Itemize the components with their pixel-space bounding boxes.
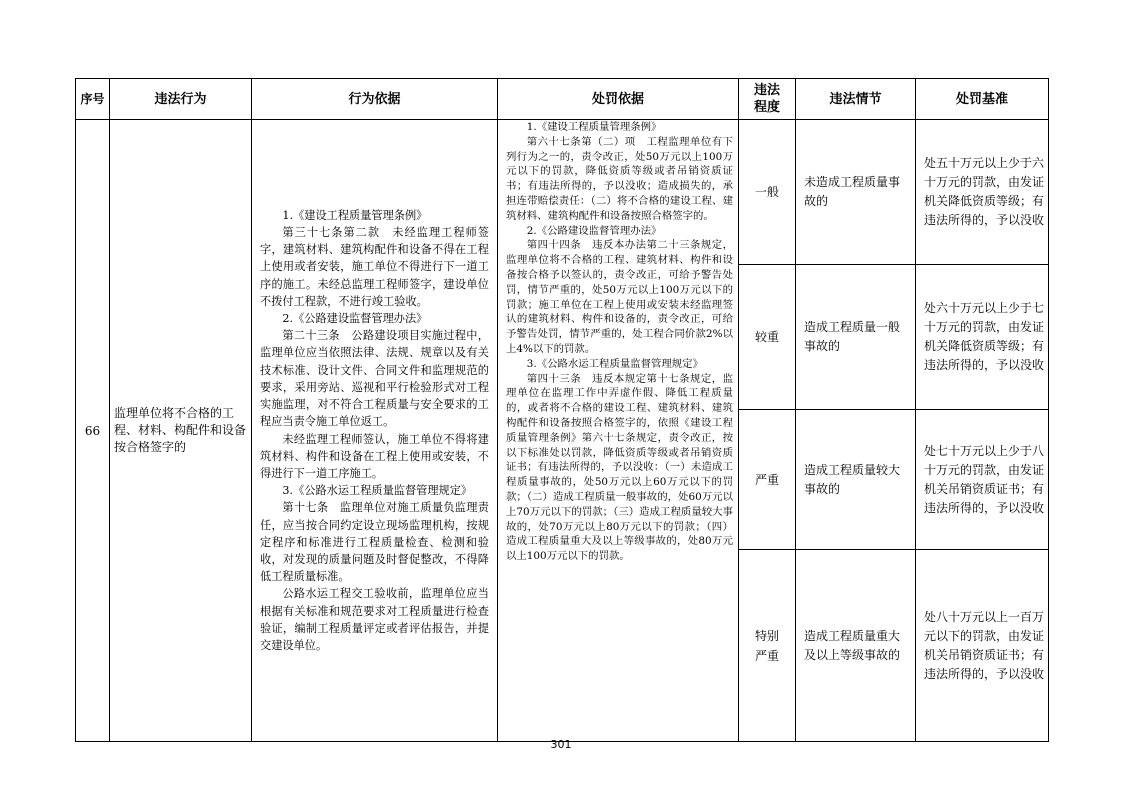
header-standard: 处罚基准 (916, 79, 1049, 120)
circumstance-cell: 造成工程质量一般事故的 (796, 265, 916, 410)
header-penalty-basis: 处罚依据 (498, 79, 739, 120)
penalty-paragraph: 3.《公路水运工程质量监督管理规定》 (526, 357, 703, 370)
row-violation: 监理单位将不合格的工程、材料、构配件和设备按合格签字的 (110, 120, 252, 742)
basis-paragraph: 第十七条 监理单位对施工质量负监理责任，应当按合同约定设立现场监理机构，按规定程序和标准进行工程质量检查、检测和验收，对发现的质量问题及时督促整改，不得降低工程质量标准。 (260, 501, 489, 584)
penalty-paragraph: 2.《公路建设监督管理办法》 (526, 224, 662, 237)
header-circumstance: 违法情节 (796, 79, 916, 120)
header-basis: 行为依据 (252, 79, 498, 120)
basis-paragraph: 3.《公路水运工程质量监督管理规定》 (282, 484, 473, 498)
page-number: 301 (550, 738, 572, 751)
standard-cell: 处七十万元以上少于八十万元的罚款，由发证机关吊销资质证书；有违法所得的，予以没收 (916, 410, 1049, 550)
degree-cell: 较重 (739, 265, 796, 410)
penalty-paragraph: 第六十七条第（二）项 工程监理单位有下列行为之一的，责令改正，处50万元以上100万元以下的罚款，降低资质等级或者吊销资质证书；有违法所得的，予以没收；造成损失的，承担连带赔偿责任：（二）将不合格的建设工程、建筑材料、建筑构配件和设备按照合格签字的。 (506, 135, 733, 222)
standard-cell: 处五十万元以上少于六十万元的罚款，由发证机关降低资质等级；有违法所得的，予以没收 (916, 120, 1049, 265)
standard-cell: 处八十万元以上一百万元以下的罚款，由发证机关吊销资质证书；有违法所得的，予以没收 (916, 550, 1049, 742)
circumstance-cell: 造成工程质量重大及以上等级事故的 (796, 550, 916, 742)
circumstance-cell: 造成工程质量较大事故的 (796, 410, 916, 550)
penalty-paragraph: 第四十四条 违反本办法第二十三条规定，监理单位将不合格的工程、建筑材料、构件和设备按合格予以签认的，责令改正，可给予警告处罚，情节严重的，处50万元以上100万元以下的罚款；施工单位在工程上使用或安装未经监理签认的建筑材料、构件和设备的，责令改正，可给予警告处罚，情节严重的，处工程合同价款2%以上4%以下的罚款。 (506, 239, 733, 355)
row-seq: 66 (76, 120, 110, 742)
penalty-paragraph: 1.《建设工程质量管理条例》 (526, 121, 662, 133)
degree-cell: 一般 (739, 120, 796, 265)
basis-paragraph: 公路水运工程交工验收前，监理单位应当根据有关标准和规范要求对工程质量进行检查验证，编制工程质量评定或者评估报告，并提交建设单位。 (260, 587, 489, 652)
table-row (76, 120, 1049, 265)
standard-cell: 处六十万元以上少于七十万元的罚款，由发证机关降低资质等级；有违法所得的，予以没收 (916, 265, 1049, 410)
degree-cell: 严重 (739, 410, 796, 550)
basis-paragraph: 1.《建设工程质量管理条例》 (282, 208, 428, 222)
penalty-table (75, 78, 1049, 742)
header-violation: 违法行为 (110, 79, 252, 120)
penalty-basis-cell (498, 120, 739, 742)
penalty-paragraph: 第四十三条 违反本规定第十七条规定，监理单位在监理工作中弄虚作假、降低工程质量的，或者将不合格的建设工程、建筑材料、建筑构配件和设备按照合格签字的，依照《建设工程质量管理条例》第六十七条规定，责令改正，按以下标准处以罚款，降低资质等级或者吊销资质证书；有违法所得的，予以没收：（一）未造成工程质量事故的，处50万元以上60万元以下的罚款；（二）造成工程质量一般事故的，处60万元以上70万元以下的罚款；（三）造成工程质量较大事故的，处70万元以上80万元以下的罚款；（四）造成工程质量重大及以上等级事故的，处80万元以上100万元以下的罚款。 (506, 372, 733, 563)
basis-paragraph: 第三十七条第二款 未经监理工程师签字，建筑材料、建筑构配件和设备不得在工程上使用或者安装，施工单位不得进行下一道工序的施工。未经总监理工程师签字，建设单位不拨付工程款，不进行竣工验收。 (260, 226, 489, 308)
header-row (76, 79, 1049, 120)
basis-paragraph: 未经监理工程师签认，施工单位不得将建筑材料、构件和设备在工程上使用或安装，不得进行下一道工序施工。 (260, 432, 489, 480)
header-seq: 序号 (76, 79, 110, 120)
circumstance-cell: 未造成工程质量事故的 (796, 120, 916, 265)
behavior-basis-cell (252, 120, 498, 742)
basis-paragraph: 第二十三条 公路建设项目实施过程中，监理单位应当依照法律、法规、规章以及有关技术标准、设计文件、合同文件和监理规范的要求，采用旁站、巡视和平行检验形式对工程实施监理，对不符合工程质量与安全要求的工程应当责令施工单位返工。 (260, 329, 489, 429)
basis-paragraph: 2.《公路建设监督管理办法》 (282, 312, 428, 326)
header-degree: 违法程度 (739, 79, 796, 120)
degree-cell: 特别严重 (739, 550, 796, 742)
